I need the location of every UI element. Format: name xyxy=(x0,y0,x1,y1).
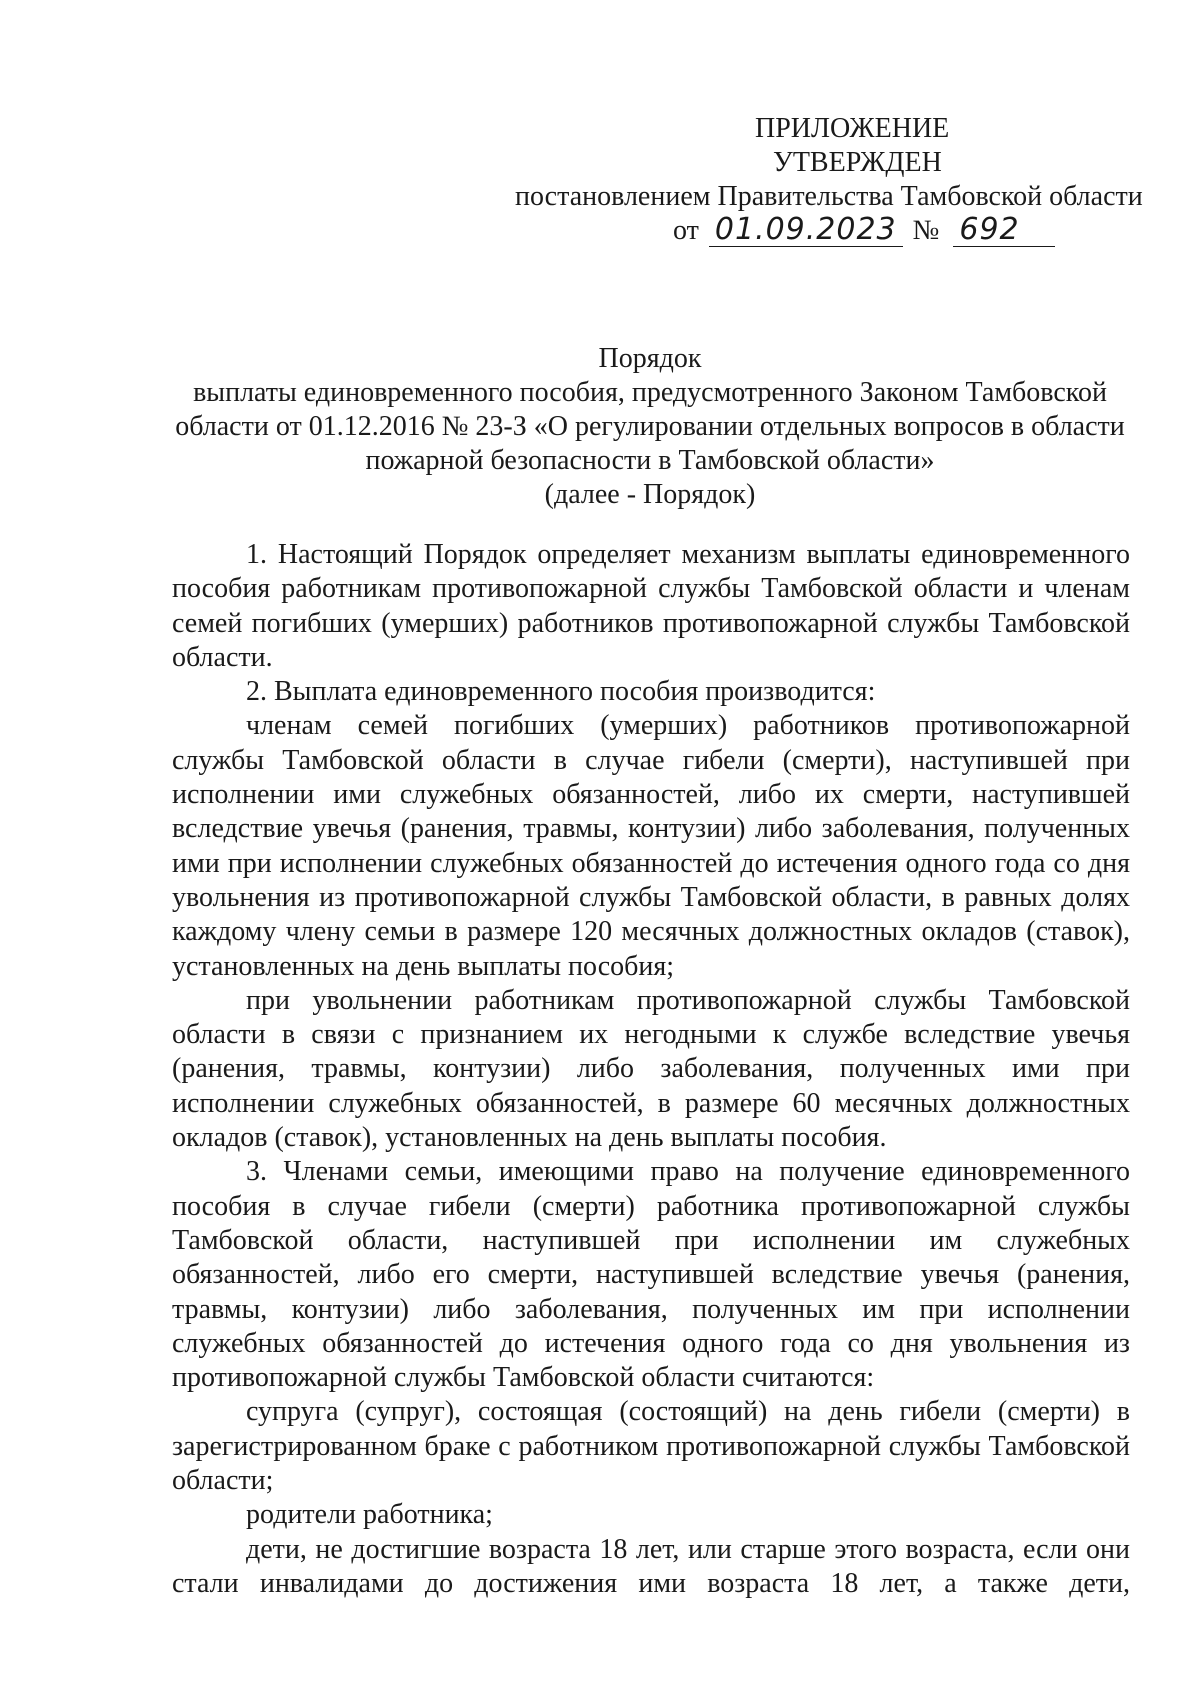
paragraph-2-item-2: при увольнении работникам противопожарной службы Тамбовской области в связи с признанием их негодными к службе вследствие увечья (ранения, травмы, контузии) либо заболевания, полученных ими при исполнении служебных обязанностей, в размере 60 месячных должностных окладов (ставок), установленных на день выплаты пособия. xyxy=(172,984,1130,1154)
date-number-line xyxy=(673,214,1055,248)
number-sign: № xyxy=(912,215,940,246)
date-prefix: от xyxy=(673,215,699,246)
document-body xyxy=(172,538,1130,1601)
paragraph-2: 2. Выплата единовременного пособия производится: xyxy=(246,676,876,708)
title-line-4: пожарной безопасности в Тамбовской области» xyxy=(365,445,935,476)
handwritten-date: 01.09.2023 xyxy=(709,215,903,247)
handwritten-number: 692 xyxy=(953,215,1055,247)
approved-label: УТВЕРЖДЕН xyxy=(773,147,942,178)
title-line-2: выплаты единовременного пособия, предусмотренного Законом Тамбовской xyxy=(193,377,1107,408)
document-title xyxy=(160,342,1140,512)
paragraph-3: 3. Членами семьи, имеющими право на получение единовременного пособия в случае гибели (смерти) работника противопожарной службы Тамбовской области, наступившей при исполнении им служебных обязанностей, либо его смерти, наступившей вследствие увечья (ранения, травмы, контузии) либо заболевания, полученных им при исполнении служебных обязанностей до истечения одного года со дня увольнения из противопожарной службы Тамбовской области считаются: xyxy=(172,1156,1130,1394)
title-line-3: области от 01.12.2016 № 23-З «О регулировании отдельных вопросов в области xyxy=(175,411,1125,442)
title-line-1: Порядок xyxy=(598,343,702,374)
paragraph-2-item-1: членам семей погибших (умерших) работников противопожарной службы Тамбовской области в случае гибели (смерти), наступившей при исполнении ими служебных обязанностей, либо их смерти, наступившей вследствие увечья (ранения, травмы, контузии) либо заболевания, полученных ими при исполнении служебных обязанностей до истечения одного года со дня увольнения из противопожарной службы Тамбовской области, в равных долях каждому члену семьи в размере 120 месячных должностных окладов (ставок), установленных на день выплаты пособия; xyxy=(172,710,1130,982)
paragraph-3-item-1: супруга (супруг), состоящая (состоящий) на день гибели (смерти) в зарегистрированном браке с работником противопожарной службы Тамбовской области; xyxy=(172,1396,1130,1497)
paragraph-1: 1. Настоящий Порядок определяет механизм выплаты единовременного пособия работникам противопожарной службы Тамбовской области и членам семей погибших (умерших) работников противопожарной службы Тамбовской области. xyxy=(172,539,1130,673)
paragraph-3-item-2: родители работника; xyxy=(246,1499,493,1531)
decree-line: постановлением Правительства Тамбовской области xyxy=(515,181,1143,212)
title-line-5: (далее - Порядок) xyxy=(544,479,756,510)
appendix-heading: ПРИЛОЖЕНИЕ xyxy=(755,113,950,144)
paragraph-3-item-3: дети, не достигшие возраста 18 лет, или старше этого возраста, если они стали инвалидами до достижения ими возраста 18 лет, а также дети, xyxy=(172,1533,1130,1599)
